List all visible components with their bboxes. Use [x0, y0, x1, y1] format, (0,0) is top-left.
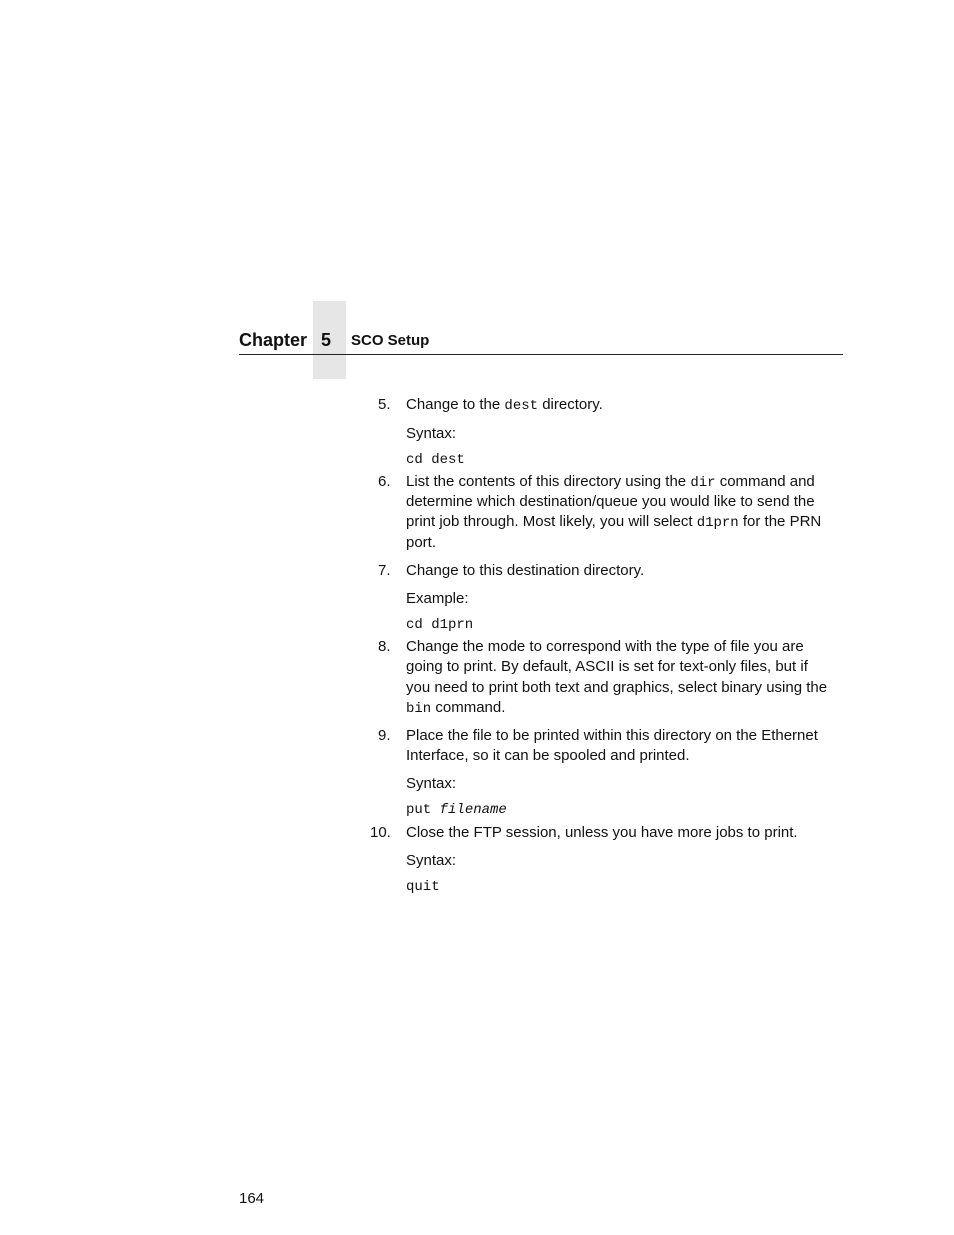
- step-9-code: put filename: [406, 802, 507, 818]
- step-10-number: 10.: [370, 824, 391, 841]
- step-9-number: 9.: [378, 727, 391, 744]
- step-9-line-2: Interface, so it can be spooled and printed.: [406, 747, 690, 764]
- step-6-number: 6.: [378, 473, 391, 490]
- chapter-number: 5: [321, 330, 332, 350]
- step-10-code: quit: [406, 879, 440, 895]
- step-10-syntax-label: Syntax:: [406, 852, 457, 869]
- step-5-syntax-label: Syntax:: [406, 425, 457, 442]
- step-6-line-2: determine which destination/queue you would like to send the: [406, 493, 815, 510]
- inline-code: dest: [504, 398, 539, 414]
- chapter-label: Chapter: [239, 330, 308, 350]
- step-5-code: cd dest: [406, 452, 465, 468]
- step-8-line-4: bin command.: [406, 699, 506, 717]
- step-7-example-label: Example:: [406, 590, 469, 607]
- step-9-syntax-label: Syntax:: [406, 775, 457, 792]
- step-7-number: 7.: [378, 562, 391, 579]
- step-10-text: Close the FTP session, unless you have more jobs to print.: [406, 824, 798, 841]
- header-rule: [239, 354, 843, 355]
- section-title: SCO Setup: [351, 332, 430, 349]
- step-8-line-3: you need to print both text and graphics, select binary using the: [406, 679, 828, 696]
- inline-code: bin: [406, 701, 432, 717]
- step-8-number: 8.: [378, 638, 391, 655]
- step-7-text: Change to this destination directory.: [406, 562, 645, 579]
- step-8-line-2: going to print. By default, ASCII is set for text-only files, but if: [406, 658, 808, 675]
- step-9-line-1: Place the file to be printed within this directory on the Ethernet: [406, 727, 818, 744]
- step-5-text: Change to the dest directory.: [406, 396, 603, 414]
- step-8-line-1: Change the mode to correspond with the type of file you are: [406, 638, 804, 655]
- inline-code: dir: [690, 475, 716, 491]
- step-6-line-1: List the contents of this directory using the dir command and: [406, 473, 815, 491]
- page-number: 164: [239, 1190, 265, 1207]
- step-7-code: cd d1prn: [406, 617, 474, 633]
- step-5-number: 5.: [378, 396, 391, 413]
- step-6-line-3: print job through. Most likely, you will select d1prn for the PRN: [406, 513, 822, 531]
- step-6-line-4: port.: [406, 534, 437, 551]
- inline-code: d1prn: [696, 515, 739, 531]
